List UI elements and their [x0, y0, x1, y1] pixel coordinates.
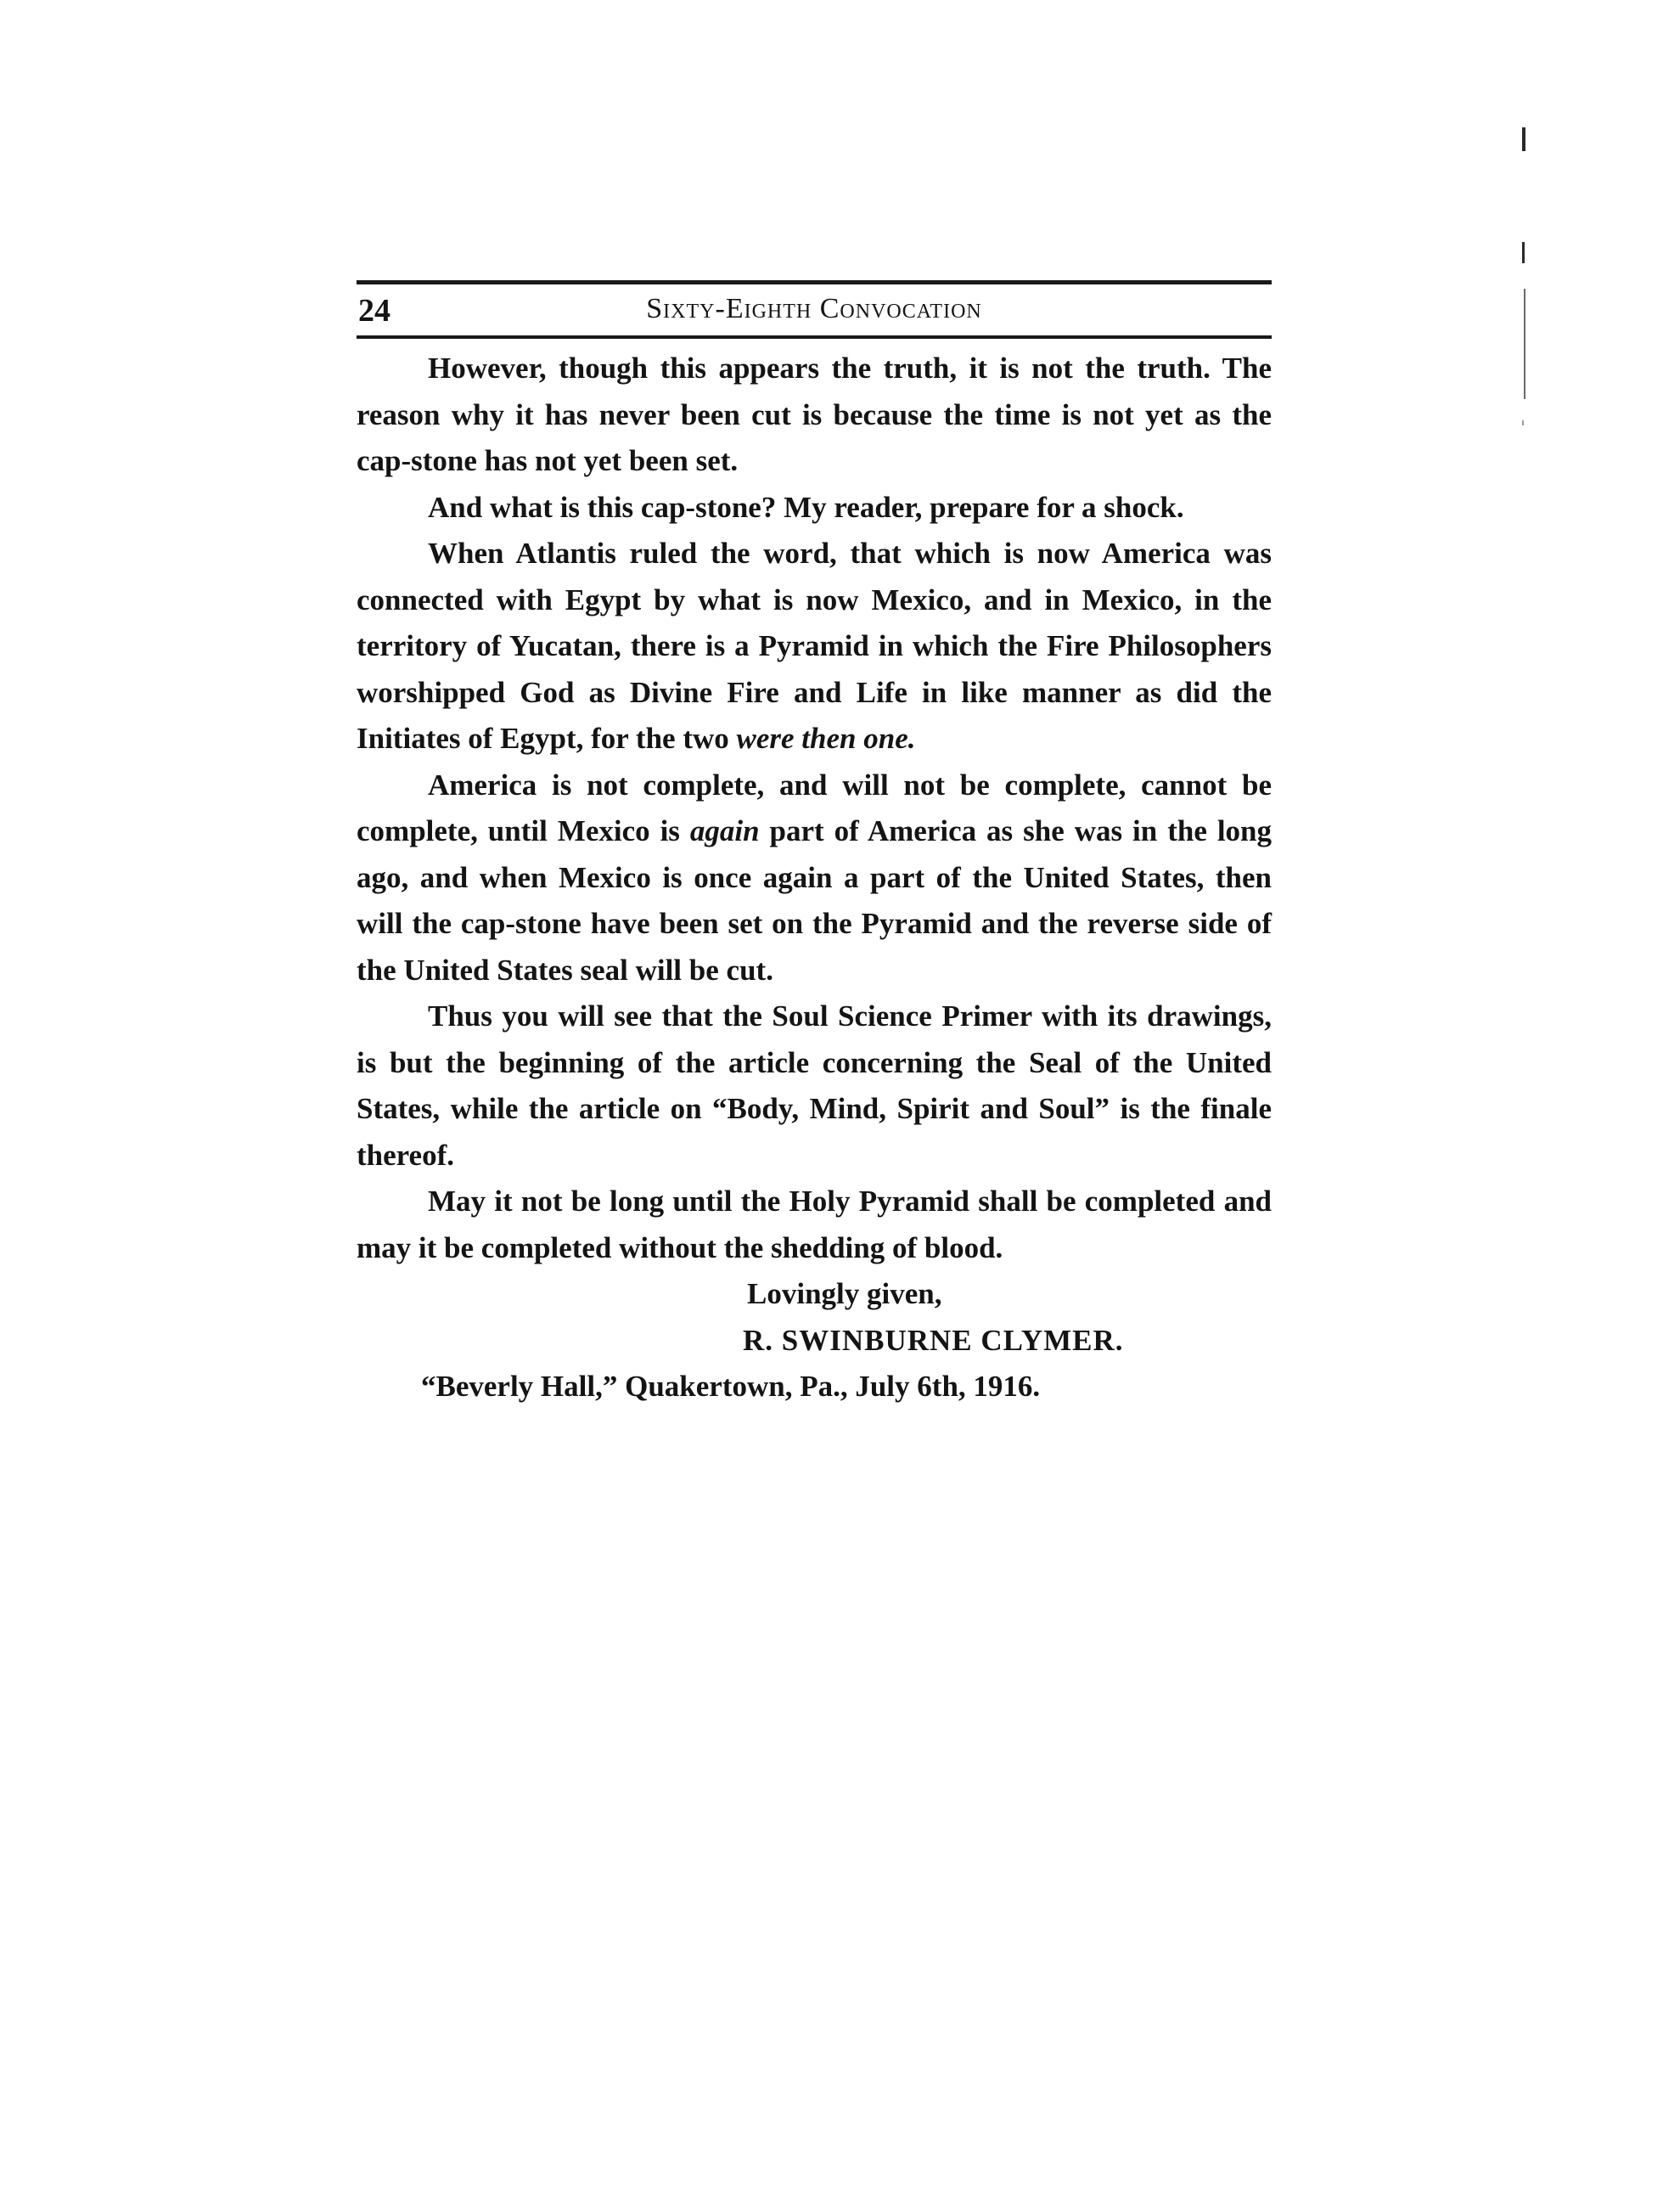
paragraph-2: And what is this cap-stone? My reader, prepare for a shock.: [428, 490, 1184, 524]
signature-place-date: “Beverly Hall,” Quakertown, Pa., July 6th, 1916.: [421, 1370, 1041, 1403]
scan-artifact-mark: [1522, 242, 1525, 263]
page-number: 24: [358, 293, 390, 329]
scan-artifact-dot: [1522, 420, 1524, 425]
paragraph-5: Thus you will see that the Soul Science Primer with its drawings, is but the beginning of the article concerning the Seal of the United States, while the article on “Body, Mind, Spirit and Soul” is the finale thereof.: [357, 999, 1272, 1172]
running-head: [357, 293, 1272, 329]
running-title: Sixty-Eighth Convocation: [646, 293, 982, 324]
paragraph-6: May it not be long until the Holy Pyramid shall be completed and may it be completed without the shedding of blood.: [357, 1185, 1272, 1264]
paragraph-3: [357, 531, 1272, 763]
paragraph-4: [357, 763, 1272, 994]
paragraph-4-text-a: America is not complete, and will not be complete, cannot be complete, until Mexico is: [357, 768, 1272, 847]
signature-name: R. SWINBURNE CLYMER.: [743, 1323, 1124, 1357]
paragraph-3-emphasis: were then one.: [736, 722, 916, 755]
header-rule-top: [357, 280, 1272, 284]
paragraph-4-emphasis: again: [689, 814, 760, 847]
paragraph-1: However, though this appears the truth, it is not the truth. The reason why it has never been cut is because the time is not yet as the cap-stone has not yet been set.: [357, 352, 1272, 477]
scan-artifact-line: [1524, 289, 1525, 399]
header-rule-bottom: [357, 335, 1272, 339]
scan-artifact-mark: [1522, 127, 1525, 151]
paragraph-4-text-b: part of America as she was in the long ago, and when Mexico is once again a part of the United States, then will the cap-stone have been set on the Pyramid and the reverse side of the United States seal will be cut.: [357, 814, 1273, 987]
signature-closing: Lovingly given,: [747, 1277, 942, 1310]
page-text-block: [357, 280, 1272, 1410]
paragraph-3-text: When Atlantis ruled the word, that which is now America was connected with Egypt by what is now Mexico, and in Mexico, in the territory of Yucatan, there is a Pyramid in which the Fire Philosophers worshipped God as Divine Fire and Life in like manner as did the Initiates of Egypt, for the two: [357, 537, 1272, 755]
